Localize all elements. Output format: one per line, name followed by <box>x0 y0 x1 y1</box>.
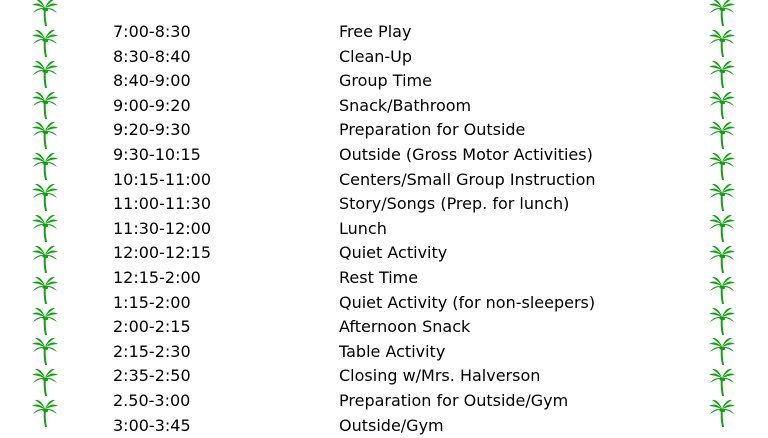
schedule-activity: Quiet Activity <box>339 241 447 266</box>
schedule-row <box>0 217 768 242</box>
schedule-time: 8:40-9:00 <box>113 69 191 94</box>
schedule-activity: Preparation for Outside/Gym <box>339 389 568 414</box>
schedule-activity: Free Play <box>339 20 411 45</box>
schedule-row <box>0 315 768 340</box>
schedule-row <box>0 168 768 193</box>
schedule-row <box>0 20 768 45</box>
schedule-time: 2:15-2:30 <box>113 340 191 365</box>
schedule-activity: Quiet Activity (for non-sleepers) <box>339 291 595 316</box>
schedule-row <box>0 45 768 70</box>
schedule-time: 2:00-2:15 <box>113 315 191 340</box>
schedule-row <box>0 143 768 168</box>
schedule-time: 1:15-2:00 <box>113 291 191 316</box>
schedule-activity: Outside/Gym <box>339 414 444 438</box>
schedule-activity: Clean-Up <box>339 45 412 70</box>
schedule-row <box>0 69 768 94</box>
schedule-activity: Lunch <box>339 217 387 242</box>
schedule-row <box>0 340 768 365</box>
schedule-activity: Table Activity <box>339 340 445 365</box>
schedule-activity: Outside (Gross Motor Activities) <box>339 143 593 168</box>
schedule-time: 9:30-10:15 <box>113 143 201 168</box>
schedule-activity: Preparation for Outside <box>339 118 525 143</box>
schedule-time: 9:20-9:30 <box>113 118 191 143</box>
schedule-time: 12:15-2:00 <box>113 266 201 291</box>
daily-schedule <box>0 20 768 438</box>
schedule-time: 7:00-8:30 <box>113 20 191 45</box>
schedule-row <box>0 389 768 414</box>
schedule-activity: Story/Songs (Prep. for lunch) <box>339 192 569 217</box>
schedule-time: 9:00-9:20 <box>113 94 191 119</box>
schedule-row <box>0 364 768 389</box>
schedule-time: 11:30-12:00 <box>113 217 211 242</box>
schedule-activity: Snack/Bathroom <box>339 94 471 119</box>
schedule-activity: Closing w/Mrs. Halverson <box>339 364 540 389</box>
schedule-row <box>0 414 768 438</box>
schedule-row <box>0 291 768 316</box>
schedule-time: 3:00-3:45 <box>113 414 191 438</box>
schedule-row <box>0 192 768 217</box>
schedule-activity: Afternoon Snack <box>339 315 470 340</box>
schedule-activity: Group Time <box>339 69 432 94</box>
schedule-time: 2:35-2:50 <box>113 364 191 389</box>
schedule-activity: Centers/Small Group Instruction <box>339 168 596 193</box>
schedule-row <box>0 241 768 266</box>
schedule-activity: Rest Time <box>339 266 418 291</box>
schedule-time: 10:15-11:00 <box>113 168 211 193</box>
schedule-row <box>0 94 768 119</box>
schedule-row <box>0 266 768 291</box>
schedule-time: 8:30-8:40 <box>113 45 191 70</box>
schedule-row <box>0 118 768 143</box>
schedule-time: 2.50-3:00 <box>113 389 190 414</box>
schedule-time: 12:00-12:15 <box>113 241 211 266</box>
schedule-time: 11:00-11:30 <box>113 192 211 217</box>
